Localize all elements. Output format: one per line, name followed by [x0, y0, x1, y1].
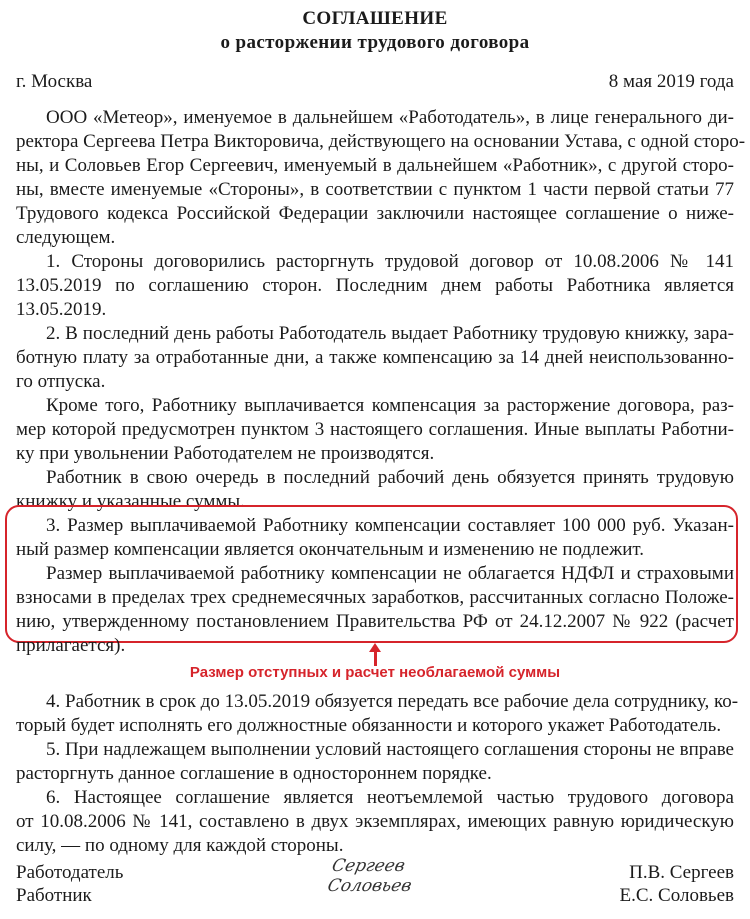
text-line: взносами в пределах трех среднемесячных заработков, рассчитанных согласно Положе-: [16, 587, 734, 608]
handwritten-signature: [326, 856, 418, 896]
text-line: книжку и указанные суммы.: [16, 491, 245, 512]
text-line: от 10.08.2006 № 141, составлено в двух экземплярах, имеющих равную юридическую: [16, 811, 734, 832]
employee-name: Е.С. Соловьев: [619, 885, 734, 906]
document-subtitle: о расторжении трудового договора: [220, 32, 530, 53]
employee-signature: Соловьев: [325, 876, 414, 896]
employer-label: Работодатель: [16, 862, 124, 883]
employer-signature: Сергеев: [330, 856, 407, 876]
text-line: 13.05.2019 по соглашению сторон. Последним днем работы Работника является: [16, 275, 734, 296]
city: г. Москва: [16, 71, 93, 92]
callout-arrowhead: [369, 643, 381, 652]
text-line: го отпуска.: [16, 371, 106, 392]
text-line: ООО «Метеор», именуемое в дальнейшем «Работодатель», в лице генерального ди-: [46, 107, 734, 128]
document-title: СОГЛАШЕНИЕ: [302, 8, 448, 29]
text-line: ны, и Соловьев Егор Сергеевич, именуемый в дальнейшем «Работник», с другой сторо-: [16, 155, 734, 176]
employee-label: Работник: [16, 885, 92, 906]
text-line: следующем.: [16, 227, 116, 248]
text-line: нию, утвержденному постановлением Правительства РФ от 24.12.2007 № 922 (расчет: [16, 611, 734, 632]
text-line: 4. Работник в срок до 13.05.2019 обязуется передать все рабочие дела сотруднику, ко-: [46, 691, 739, 712]
text-line: 2. В последний день работы Работодатель выдает Работнику трудовую книжку, зара-: [46, 323, 734, 344]
text-line: 6. Настоящее соглашение является неотъемлемой частью трудового договора: [46, 787, 734, 808]
text-line: ботную плату за отработанные дни, а также компенсацию за 14 дней неиспользованно-: [16, 347, 734, 368]
text-line: Трудового кодекса Российской Федерации заключили настоящее соглашение о ниже-: [16, 203, 734, 224]
text-line: Работник в свою очередь в последний рабочий день обязуется принять трудовую: [46, 467, 734, 488]
text-line: ку при увольнении Работодателем не производятся.: [16, 443, 435, 464]
text-line: ны, вместе именуемые «Стороны», в соответствии с пунктом 1 части первой статьи 77: [16, 179, 734, 200]
text-line: торый будет исполнять его должностные обязанности и которого укажет Работодатель.: [16, 715, 722, 736]
callout-label: Размер отступных и расчет необлагаемой суммы: [189, 664, 561, 681]
date: 8 мая 2019 года: [608, 71, 734, 92]
employer-name: П.В. Сергеев: [629, 862, 734, 883]
text-line: 1. Стороны договорились расторгнуть трудовой договор от 10.08.2006 № 141: [46, 251, 734, 272]
text-line: 13.05.2019.: [16, 299, 107, 320]
text-line: Размер выплачиваемой работнику компенсации не облагается НДФЛ и страховыми: [46, 563, 734, 584]
text-line: ный размер компенсации является окончательным и изменению не подлежит.: [16, 539, 645, 560]
text-line: расторгнуть данное соглашение в одностороннем порядке.: [16, 763, 492, 784]
text-line: прилагается).: [16, 635, 126, 656]
text-line: мер которой предусмотрен пунктом 3 настоящего соглашения. Иные выплаты Работни-: [16, 419, 734, 440]
text-line: ректора Сергеева Петра Викторовича, действующего на основании Устава, с одной сторо-: [16, 131, 746, 152]
text-line: Кроме того, Работнику выплачивается компенсация за расторжение договора, раз-: [46, 395, 734, 416]
text-line: силу, — по одному для каждой стороны.: [16, 835, 344, 856]
text-line: 5. При надлежащем выполнении условий настоящего соглашения стороны не вправе: [46, 739, 734, 760]
text-line: 3. Размер выплачиваемой Работнику компенсации составляет 100 000 руб. Указан-: [46, 515, 734, 536]
